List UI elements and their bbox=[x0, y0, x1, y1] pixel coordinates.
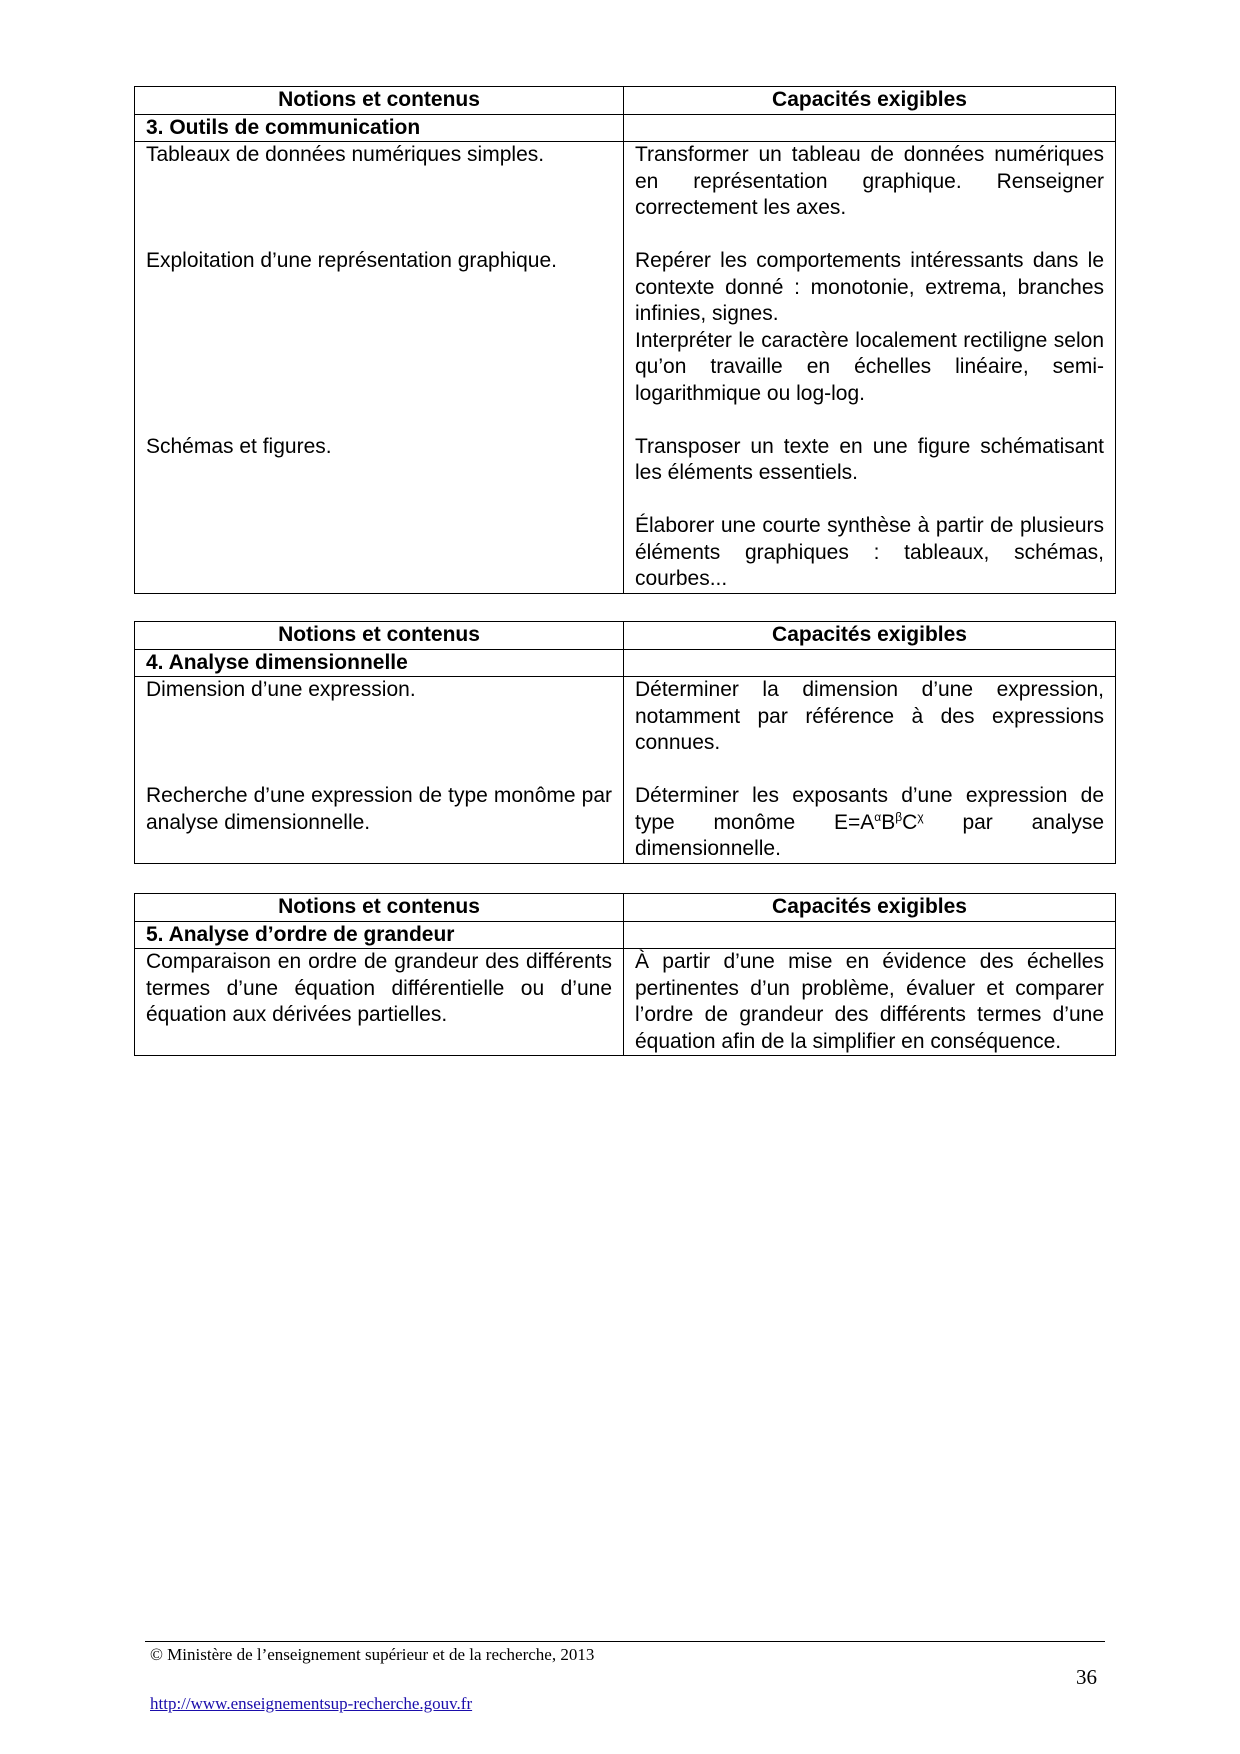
footer-copyright: © Ministère de l’enseignement supérieur et de la recherche, 2013 bbox=[150, 1645, 595, 1664]
header-notions: Notions et contenus bbox=[135, 894, 624, 922]
table-header-row bbox=[135, 87, 1116, 115]
notions-cell bbox=[135, 677, 624, 864]
capacite-text: Transformer un tableau de données numériques en représentation graphique. Renseigner correctement les axes. bbox=[635, 143, 1104, 219]
formula-var-c: C bbox=[902, 810, 918, 834]
table-row bbox=[135, 949, 1116, 1056]
notion-text: Dimension d’une expression. bbox=[146, 678, 416, 701]
section-title-row bbox=[135, 114, 1116, 142]
capacites-cell bbox=[624, 142, 1116, 594]
table-header-row bbox=[135, 894, 1116, 922]
footer-divider bbox=[145, 1641, 1105, 1642]
section-title: 5. Analyse d’ordre de grandeur bbox=[135, 921, 624, 949]
empty-cell bbox=[624, 114, 1116, 142]
capacite-text: À partir d’une mise en évidence des échelles pertinentes d’un problème, évaluer et comparer l’ordre de grandeur des différents termes d’une équation afin de la simplifier en conséquence. bbox=[635, 950, 1104, 1053]
footer-url-link[interactable]: http://www.enseignementsup-recherche.gouv.fr bbox=[150, 1694, 473, 1713]
formula-var-b: B bbox=[881, 810, 896, 834]
capacite-text: Interpréter le caractère localement rectiligne selon qu’on travaille en échelles linéaire, semi-logarithmique ou log-log. bbox=[635, 328, 1104, 405]
notions-cell bbox=[135, 142, 624, 594]
table-section-3 bbox=[134, 86, 1116, 594]
capacite-text: Élaborer une courte synthèse à partir de plusieurs éléments graphiques : tableaux, schémas, courbes... bbox=[635, 514, 1104, 590]
section-title: 4. Analyse dimensionnelle bbox=[135, 649, 624, 677]
formula-pre: Déterminer les exposants d’une expression de type monôme E=A bbox=[635, 784, 1104, 834]
notion-text: Comparaison en ordre de grandeur des différents termes d’une équation différentielle ou d’une équation aux dérivées partielles. bbox=[146, 950, 612, 1026]
table-header-row bbox=[135, 622, 1116, 650]
header-capacites: Capacités exigibles bbox=[624, 894, 1116, 922]
header-notions: Notions et contenus bbox=[135, 622, 624, 650]
empty-cell bbox=[624, 921, 1116, 949]
header-notions: Notions et contenus bbox=[135, 87, 624, 115]
notion-text: Schémas et figures. bbox=[146, 434, 332, 458]
capacite-text: Transposer un texte en une figure schématisant les éléments essentiels. bbox=[635, 434, 1104, 484]
notions-cell bbox=[135, 949, 624, 1056]
table-section-5 bbox=[134, 893, 1116, 1056]
page-number: 36 bbox=[1076, 1665, 1097, 1689]
formula-post: par analyse dimensionnelle. bbox=[635, 810, 1104, 860]
capacites-cell bbox=[624, 677, 1116, 864]
header-capacites: Capacités exigibles bbox=[624, 622, 1116, 650]
exponent-beta: β bbox=[895, 809, 903, 824]
exponent-alpha: α bbox=[874, 809, 882, 824]
notion-text: Exploitation d’une représentation graphique. bbox=[146, 249, 557, 272]
table-section-4 bbox=[134, 621, 1116, 864]
header-capacites: Capacités exigibles bbox=[624, 87, 1116, 115]
exponent-chi: χ bbox=[917, 809, 924, 824]
table-row bbox=[135, 677, 1116, 864]
capacite-text-formula bbox=[635, 783, 1104, 863]
capacites-cell bbox=[624, 949, 1116, 1056]
section-title-row bbox=[135, 921, 1116, 949]
capacite-text: Déterminer la dimension d’une expression, notamment par référence à des expressions connues. bbox=[635, 678, 1104, 754]
section-title-row bbox=[135, 649, 1116, 677]
capacite-text: Repérer les comportements intéressants dans le contexte donné : monotonie, extrema, branches infinies, signes. bbox=[635, 249, 1104, 325]
section-title: 3. Outils de communication bbox=[135, 114, 624, 142]
empty-cell bbox=[624, 649, 1116, 677]
notion-text: Tableaux de données numériques simples. bbox=[146, 143, 545, 166]
table-row bbox=[135, 142, 1116, 594]
notion-text: Recherche d’une expression de type monôme par analyse dimensionnelle. bbox=[146, 784, 612, 834]
